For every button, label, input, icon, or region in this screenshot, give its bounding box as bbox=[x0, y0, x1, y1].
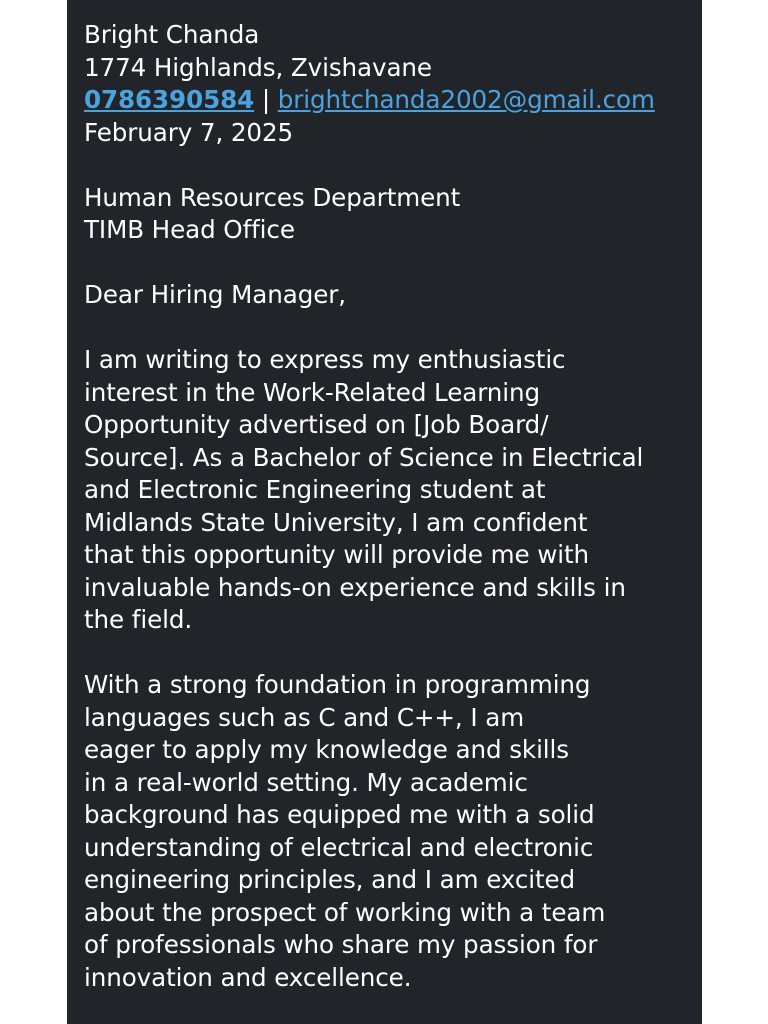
contact-separator: | bbox=[254, 85, 278, 114]
sender-address: 1774 Highlands, Zvishavane bbox=[84, 52, 432, 82]
paragraph-line: that this opportunity will provide me with bbox=[84, 540, 590, 569]
paragraph-line: I am writing to express my enthusiastic bbox=[84, 345, 566, 374]
paragraph-line: languages such as C and C++, I am bbox=[84, 702, 525, 732]
spacer bbox=[84, 149, 694, 182]
sender-contact bbox=[84, 84, 694, 117]
phone-link[interactable]: 0786390584 bbox=[84, 85, 255, 114]
paragraph-line: of professionals who share my passion for bbox=[84, 930, 598, 959]
spacer bbox=[84, 637, 694, 670]
sender-block bbox=[84, 19, 694, 149]
recipient-department: Human Resources Department bbox=[84, 182, 461, 212]
cover-letter bbox=[84, 19, 694, 994]
paragraph-line: engineering principles, and I am excited bbox=[84, 865, 576, 894]
paragraph-line: about the prospect of working with a team bbox=[84, 897, 606, 927]
spacer bbox=[84, 312, 694, 345]
paragraph-line: Midlands State University, I am confident bbox=[84, 507, 588, 537]
email-link[interactable]: brightchanda2002@gmail.com bbox=[277, 85, 655, 114]
paragraph-line: invaluable hands-on experience and skills in bbox=[84, 572, 626, 602]
paragraph-line: Opportunity advertised on [Job Board/ bbox=[84, 410, 549, 439]
paragraph-line: background has equipped me with a solid bbox=[84, 800, 595, 829]
paragraph-line: Source]. As a Bachelor of Science in Electrical bbox=[84, 442, 644, 472]
paragraph-line: With a strong foundation in programming bbox=[84, 670, 591, 699]
paragraph-line: the field. bbox=[84, 605, 193, 634]
letter-date: February 7, 2025 bbox=[84, 117, 294, 147]
paragraph-2 bbox=[84, 669, 694, 994]
paragraph-line: in a real-world setting. My academic bbox=[84, 767, 528, 797]
recipient-block bbox=[84, 182, 694, 247]
paragraph-line: eager to apply my knowledge and skills bbox=[84, 735, 569, 764]
salutation: Dear Hiring Manager, bbox=[84, 280, 346, 309]
sender-name: Bright Chanda bbox=[84, 20, 260, 49]
paragraph-line: understanding of electrical and electronic bbox=[84, 832, 594, 862]
paragraph-1 bbox=[84, 344, 694, 637]
paragraph-line: innovation and excellence. bbox=[84, 962, 412, 992]
recipient-office: TIMB Head Office bbox=[84, 215, 295, 244]
paragraph-line: and Electronic Engineering student at bbox=[84, 475, 546, 504]
spacer bbox=[84, 247, 694, 280]
paragraph-line: interest in the Work-Related Learning bbox=[84, 377, 541, 407]
